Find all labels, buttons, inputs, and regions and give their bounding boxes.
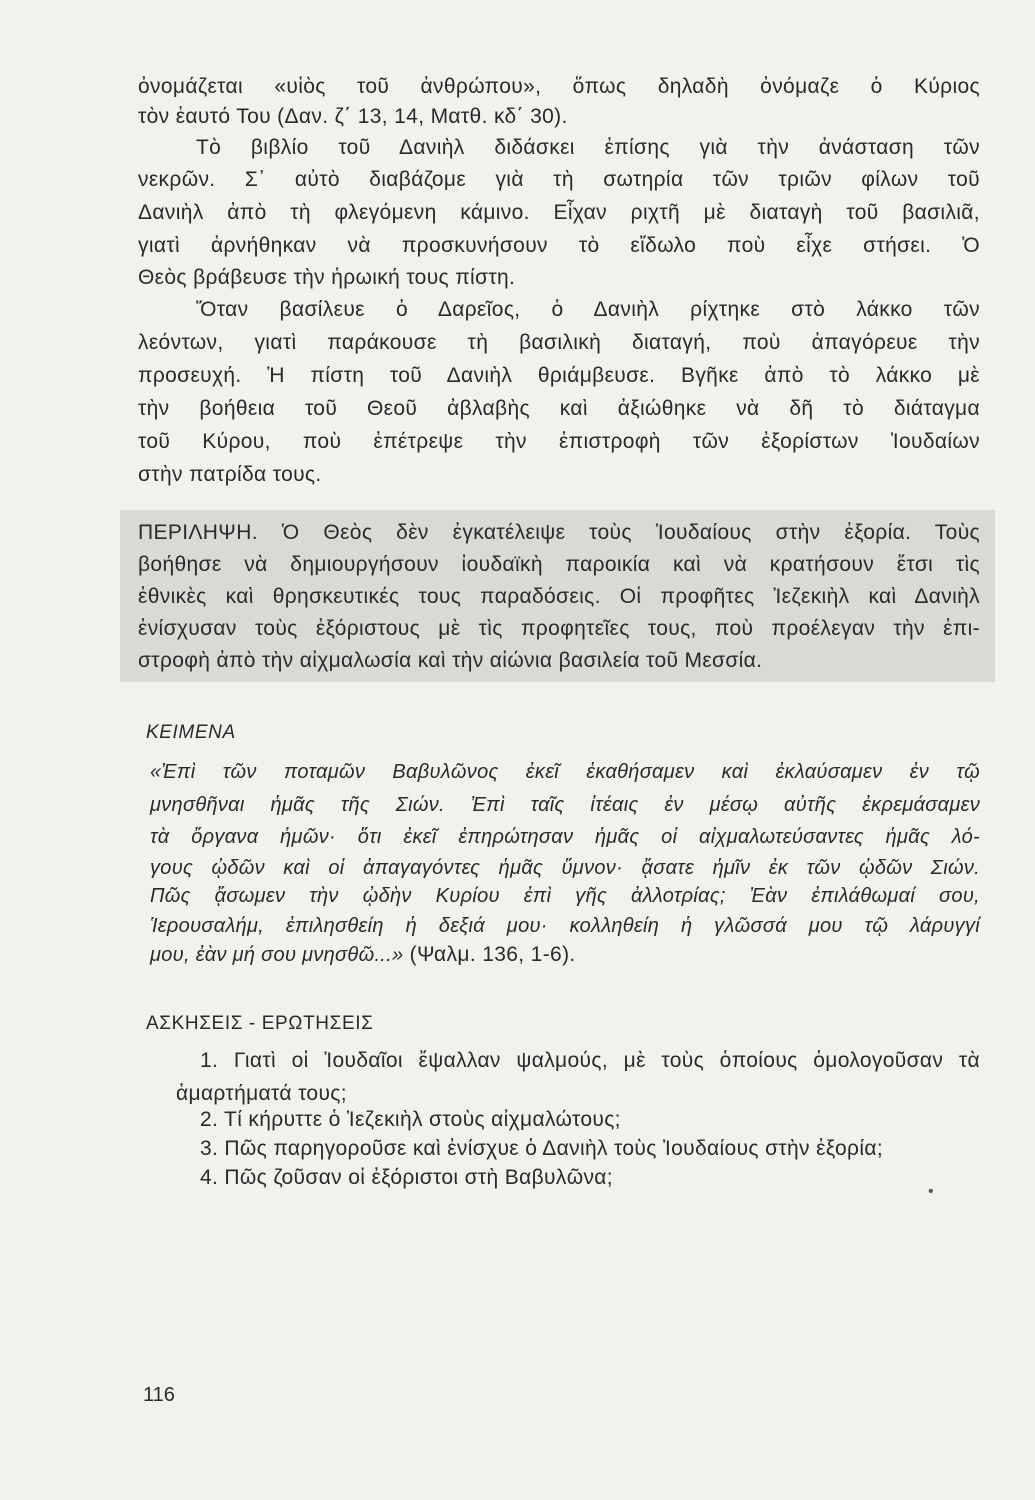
quote-line: γους ᾠδῶν καὶ οἱ ἀπαγαγόντες ἡμᾶς ὕμνον· ᾄσατε ἡμῖν ἐκ τῶν ᾠδῶν Σιών. — [150, 857, 980, 879]
summary-line: ἐνίσχυσαν τοὺς ἐξόριστους μὲ τὶς προφητεῖες τους, ποὺ προέλεγαν τὴν ἐπι- — [138, 617, 980, 640]
quote-line: Πῶς ᾄσωμεν τὴν ᾠδὴν Κυρίου ἐπὶ γῆς ἀλλοτρίας; Ἐὰν ἐπιλάθωμαί σου, — [150, 885, 980, 907]
question-3: 3. Πῶς παρηγοροῦσε καὶ ἐνίσχυε ὁ Δανιὴλ τοὺς Ἰουδαίους στὴν ἐξορία; — [200, 1137, 884, 1160]
quote-line: Ἱερουσαλήμ, ἐπιλησθείη ἡ δεξιά μου· κολληθείη ἡ γλῶσσά μου τῷ λάρυγγί — [150, 915, 980, 937]
body-line: Θεὸς βράβευσε τὴν ἡρωική τους πίστη. — [138, 266, 516, 289]
summary-line: ἐθνικὲς καὶ θρησκευτικές τους παραδόσεις. Οἱ προφῆτες Ἰεζεκιὴλ καὶ Δανιὴλ — [138, 585, 980, 608]
ink-mark: • — [928, 1183, 934, 1200]
question-1-continued: ἁμαρτήματά τους; — [176, 1082, 347, 1105]
question-4: 4. Πῶς ζοῦσαν οἱ ἐξόριστοι στὴ Βαβυλῶνα; — [200, 1166, 613, 1189]
question-1: 1. Γιατὶ οἱ Ἰουδαῖοι ἔψαλλαν ψαλμούς, μὲ τοὺς ὁποίους ὁμολογοῦσαν τὰ — [200, 1049, 980, 1072]
body-line: νεκρῶν. Σ᾽ αὐτὸ διαβάζομε γιὰ τὴ σωτηρία τῶν τριῶν φίλων τοῦ — [138, 168, 980, 191]
body-line: γιατὶ ἀρνήθηκαν νὰ προσκυνήσουν τὸ εἴδωλο ποὺ εἶχε στήσει. Ὁ — [138, 234, 980, 257]
summary-line: ΠΕΡΙΛΗΨΗ. Ὁ Θεὸς δὲν ἐγκατέλειψε τοὺς Ἰουδαίους στὴν ἐξορία. Τοὺς — [138, 521, 980, 544]
body-line: στὴν πατρίδα τους. — [138, 463, 322, 486]
quote-reference: (Ψαλμ. 136, 1-6). — [403, 943, 576, 966]
summary-line: στροφὴ ἀπὸ τὴν αἰχμαλωσία καὶ τὴν αἰώνια βασιλεία τοῦ Μεσσία. — [138, 649, 763, 672]
section-heading-texts: ΚΕΙΜΕΝΑ — [146, 722, 236, 743]
quote-last-line — [150, 941, 980, 969]
summary-line: βοήθησε νὰ δημιουργήσουν ἰουδαϊκὴ παροικία καὶ νὰ κρατήσουν ἔτσι τὶς — [138, 553, 980, 576]
body-line: λεόντων, γιατὶ παράκουσε τὴ βασιλικὴ διαταγή, ποὺ ἀπαγόρευε τὴν — [138, 331, 980, 354]
page-number: 116 — [143, 1384, 175, 1406]
body-line: προσευχή. Ἡ πίστη τοῦ Δανιὴλ θριάμβευσε. Βγῆκε ἀπὸ τὸ λάκκο μὲ — [138, 364, 980, 387]
body-line: Τὸ βιβλίο τοῦ Δανιὴλ διδάσκει ἐπίσης γιὰ τὴν ἀνάσταση τῶν — [196, 136, 980, 159]
question-2: 2. Τί κήρυττε ὁ Ἰεζεκιὴλ στοὺς αἰχμαλώτους; — [200, 1108, 621, 1131]
body-line: Δανιὴλ ἀπὸ τὴ φλεγόμενη κάμινο. Εἶχαν ριχτῆ μὲ διαταγὴ τοῦ βασιλιᾶ, — [138, 201, 980, 224]
quote-line: «Ἐπὶ τῶν ποταμῶν Βαβυλῶνος ἐκεῖ ἐκαθήσαμεν καὶ ἐκλαύσαμεν ἐν τῷ — [150, 761, 980, 783]
body-line: ὀνομάζεται «υἱὸς τοῦ ἀνθρώπου», ὅπως δηλαδὴ ὀνόμαζε ὁ Κύριος — [138, 75, 980, 98]
section-heading-exercises: ΑΣΚΗΣΕΙΣ - ΕΡΩΤΗΣΕΙΣ — [146, 1013, 374, 1034]
body-line: τοῦ Κύρου, ποὺ ἐπέτρεψε τὴν ἐπιστροφὴ τῶν ἐξορίστων Ἰουδαίων — [138, 430, 980, 453]
quote-line: μνησθῆναι ἡμᾶς τῆς Σιών. Ἐπὶ ταῖς ἰτέαις ἐν μέσῳ αὐτῆς ἐκρεμάσαμεν — [150, 794, 980, 816]
body-line: Ὅταν βασίλευε ὁ Δαρεῖος, ὁ Δανιὴλ ρίχτηκε στὸ λάκκο τῶν — [196, 298, 980, 321]
body-line: τὸν ἑαυτό Του (Δαν. ζ΄ 13, 14, Ματθ. κδ΄ 30). — [138, 105, 568, 128]
body-line: τὴν βοήθεια τοῦ Θεοῦ ἀβλαβὴς καὶ ἀξιώθηκε νὰ δῆ τὸ διάταγμα — [138, 397, 980, 420]
quote-line: τὰ ὄργανα ἡμῶν· ὅτι ἐκεῖ ἐπηρώτησαν ἡμᾶς οἱ αἰχμαλωτεύσαντες ἡμᾶς λό- — [150, 826, 980, 848]
quote-text: μου, ἐὰν μή σου μνησθῶ...» — [150, 944, 404, 966]
